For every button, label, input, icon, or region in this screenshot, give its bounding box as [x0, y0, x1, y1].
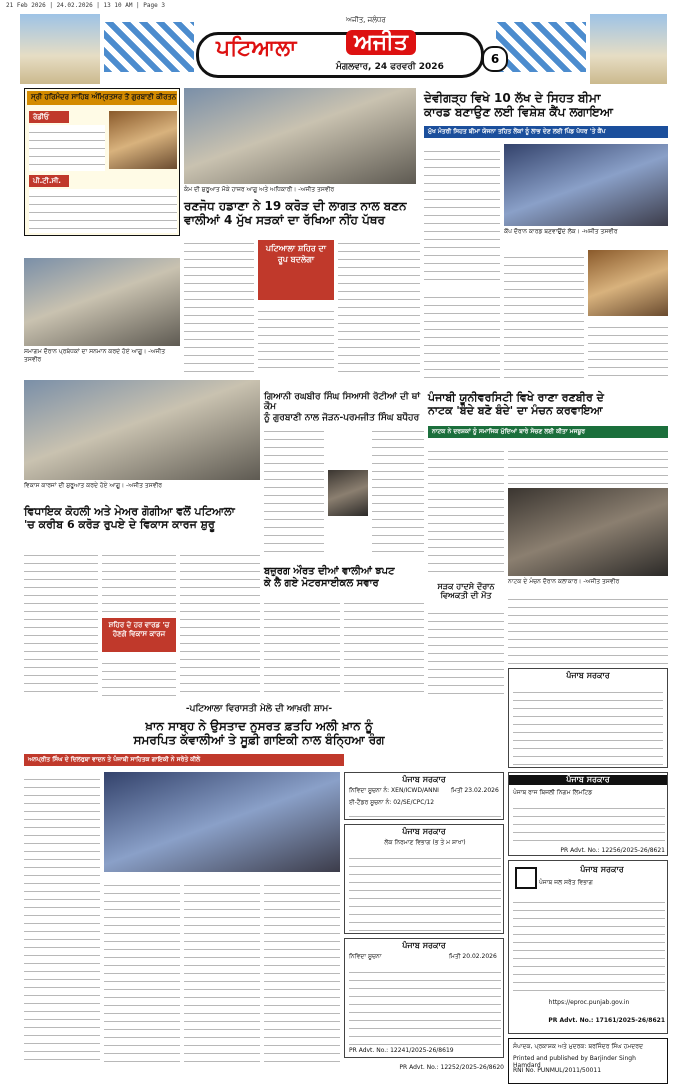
development-photo — [24, 380, 260, 480]
insurance-headline-line2: ਕਾਰਡ ਬਣਾਉਣ ਲਈ ਵਿਸ਼ੇਸ਼ ਕੈਂਪ ਲਗਾਇਆ — [424, 104, 613, 119]
masthead-pattern-left — [104, 22, 194, 72]
ad4-footer: PR Advt. No.: 12252/2025-26/8620 — [399, 1064, 504, 1071]
masthead-city: ਪਟਿਆਲਾ — [216, 36, 297, 61]
ad1-date: ਮਿਤੀ 23.02.2026 — [451, 787, 499, 794]
snatch-col-2 — [344, 596, 424, 696]
radio-label: ਰੇਡੀਓ — [29, 111, 69, 123]
heritage-headline-line2: ਸਮਰਪਿਤ ਕੱਵਾਲੀਆਂ ਤੇ ਸੂਫ਼ੀ ਗਾਇਕੀ ਨਾਲ ਬੰਨ੍ਹਿਆ ਰੰਗ — [133, 732, 385, 747]
roads-headline-line1: ਰਣਜੋਧ ਹਡਾਣਾ ਨੇ 19 ਕਰੋੜ ਦੀ ਲਾਗਤ ਨਾਲ ਬਣਨ — [184, 199, 407, 213]
radio-schedule-text — [29, 125, 105, 171]
ad5-title: ਪੰਜਾਬ ਰਾਜ ਬਿਜਲੀ ਨਿਗਮ ਲਿਮਟਿਡ — [513, 789, 593, 796]
heritage-col-3 — [184, 878, 260, 1062]
insurance-col-2 — [424, 290, 500, 382]
university-headline-line2: ਨਾਟਕ 'ਬੰਦੇ ਬਣੋ ਬੰਦੇ' ਦਾ ਮੰਚਨ ਕਰਵਾਇਆ — [428, 403, 603, 417]
ad5-body — [513, 801, 665, 845]
insurance-photo-caption: ਕੈਂਪ ਦੌਰਾਨ ਕਾਰਡ ਬਣਵਾਉਂਦੇ ਲੋਕ। -ਅਜੀਤ ਤਸਵੀਰ — [504, 228, 618, 235]
ad3-body — [349, 851, 501, 931]
ad4-header: ਪੰਜਾਬ ਸਰਕਾਰ — [402, 941, 446, 950]
insurance-col-1 — [424, 144, 500, 284]
roads-headline — [184, 200, 420, 228]
ad6-body — [513, 895, 665, 995]
ad3-sub: ਲੋਕ ਨਿਰਮਾਣ ਵਿਭਾਗ (ਭ ਤੇ ਮ ਸ਼ਾਖਾ) — [384, 839, 466, 846]
university-photo — [508, 488, 668, 576]
heritage-col-2 — [104, 878, 180, 1062]
masthead-photo-left — [20, 14, 100, 84]
ad1-ref: ਨਿਵਿਦਾ ਸੂਚਨਾ ਨੰ: XEN/ICWD/ANNI — [349, 787, 439, 794]
golden-temple-photo — [109, 111, 177, 169]
masthead-date: ਮੰਗਲਵਾਰ, 24 ਫਰਵਰੀ 2026 — [336, 62, 444, 72]
ad4-title: ਨਿਵਿਦਾ ਸੂਚਨਾ — [349, 953, 382, 960]
ad6-url[interactable]: https://eproc.punjab.gov.in — [548, 999, 630, 1006]
insurance-col-3 — [504, 250, 584, 382]
ad4-body — [349, 965, 501, 1045]
ad6-emblem-icon — [515, 867, 537, 889]
ad-government-1 — [508, 668, 668, 768]
ad-government-6 — [508, 860, 668, 1034]
roads-col-3 — [338, 236, 420, 372]
ad1-body — [513, 685, 663, 765]
university-headline — [428, 392, 672, 417]
heritage-band: ਅਨਪ੍ਰੀਤ ਸਿੰਘ ਦੇ ਦਿਲਰੁਬਾ ਵਾਦਨ ਤੇ ਪੰਜਾਬੀ ਸਾਹਿਤਕ ਗਾਇਕੀ ਨੇ ਸਰੋਤੇ ਕੀਲੇ — [24, 754, 344, 766]
snatch-headline-line2: ਕੇ ਲੈ ਗਏ ਮੋਟਰਸਾਈਕਲ ਸਵਾਰ — [264, 577, 379, 589]
accident-col — [428, 606, 504, 696]
ad5-footer: PR Advt. No.: 12256/2025-26/8621 — [560, 847, 665, 854]
university-col-2 — [508, 444, 668, 484]
ad-government-4 — [344, 938, 504, 1058]
accident-headline — [428, 582, 504, 600]
kohli-headline — [24, 506, 260, 531]
print-strip: 21 Feb 2026 | 24.02.2026 | 13 10 AM | Page 3 — [6, 2, 165, 9]
event-photo-left — [24, 258, 180, 346]
ad3-header: ਪੰਜਾਬ ਸਰਕਾਰ — [402, 827, 446, 836]
ad2-body — [349, 809, 501, 819]
ad6-header: ਪੰਜਾਬ ਸਰਕਾਰ — [580, 865, 624, 874]
imprint-line3: RNI No. PUNMUL/2011/50011 — [513, 1067, 602, 1074]
roads-photo-caption: ਕੰਮ ਦੀ ਸ਼ੁਰੂਆਤ ਮੌਕੇ ਹਾਜ਼ਰ ਆਗੂ ਅਤੇ ਅਧਿਕਾਰੀ। -ਅਜੀਤ ਤਸਵੀਰ — [184, 186, 335, 193]
snatch-col-1 — [264, 596, 340, 696]
kohli-headline-line1: ਵਿਧਾਇਕ ਕੋਹਲੀ ਅਤੇ ਮੇਅਰ ਗੋਗੀਆ ਵਲੋਂ ਪਟਿਆਲਾ — [24, 505, 235, 518]
gurbani-story-col-2 — [372, 424, 424, 554]
roads-col-2 — [258, 304, 334, 372]
insurance-photo-2 — [588, 250, 668, 316]
roads-pull-quote: ਪਟਿਆਲਾ ਸ਼ਹਿਰ ਦਾ ਰੂਪ ਬਦਲੇਗਾ — [258, 240, 334, 300]
snatch-headline — [264, 566, 424, 589]
roads-col-1 — [184, 236, 254, 372]
ad-government-3 — [344, 824, 504, 934]
ad-government-5 — [508, 772, 668, 856]
kohli-col-1 — [24, 548, 98, 696]
tv-label: ਪੀ.ਟੀ.ਸੀ. — [29, 175, 69, 187]
masthead-edition: ਅਜੀਤ, ਜਲੰਧਰ — [346, 16, 386, 24]
masthead — [20, 14, 667, 84]
page-number: 6 — [482, 46, 508, 72]
gurbani-story-headline-line1: ਗਿਆਨੀ ਰਘਬੀਰ ਸਿੰਘ ਸਿਆਸੀ ਰੋਟੀਆਂ ਦੀ ਥਾਂ ਕੌਮ — [264, 392, 421, 413]
insurance-headline-line1: ਦੇਵੀਗੜ੍ਹ ਵਿਖੇ 10 ਲੱਖ ਦੇ ਸਿਹਤ ਬੀਮਾ — [424, 91, 601, 105]
roads-headline-line2: ਵਾਲੀਆਂ 4 ਮੁੱਖ ਸੜਕਾਂ ਦਾ ਰੱਖਿਆ ਨੀਂਹ ਪੱਥਰ — [184, 212, 385, 227]
gurbani-header: ਸ੍ਰੀ ਹਰਿਮੰਦਰ ਸਾਹਿਬ ਅੰਮ੍ਰਿਤਸਰ ਤੋਂ ਗੁਰਬਾਣੀ ਕੀਰਤਨ — [27, 91, 177, 105]
imprint-box — [508, 1038, 668, 1084]
imprint-line2: Printed and published by Barjinder Singh Hamdard — [513, 1055, 636, 1069]
masthead-photo-right — [590, 14, 667, 84]
ad-government-2 — [344, 772, 504, 820]
ad2-ref: ਈ-ਟੈਂਡਰ ਸੂਚਨਾ ਨੰ: 02/SE/CPC/12 — [349, 799, 435, 806]
kohli-col-2a — [102, 548, 176, 614]
university-col-1 — [428, 444, 504, 572]
kohli-col-2b — [102, 656, 176, 696]
university-col-3 — [508, 592, 668, 664]
ad6-footer: PR Advt. No.: 17161/2025-26/8621 — [548, 1017, 665, 1024]
kohli-headline-line2: 'ਚ ਕਰੀਬ 6 ਕਰੋੜ ਰੁਪਏ ਦੇ ਵਿਕਾਸ ਕਾਰਜ ਸ਼ੁਰੂ — [24, 517, 215, 531]
accident-headline-line2: ਵਿਅਕਤੀ ਦੀ ਮੌਤ — [440, 591, 492, 601]
ad1-header: ਪੰਜਾਬ ਸਰਕਾਰ — [566, 671, 610, 680]
university-headline-line1: ਪੰਜਾਬੀ ਯੂਨੀਵਰਸਿਟੀ ਵਿਖੇ ਰਾਣਾ ਰਣਬੀਰ ਦੇ — [428, 391, 604, 404]
roads-photo — [184, 88, 416, 184]
gurbani-portrait — [328, 470, 368, 516]
insurance-photo — [504, 144, 668, 226]
insurance-headline — [424, 92, 674, 120]
ad5-header: ਪੰਜਾਬ ਸਰਕਾਰ — [509, 775, 667, 785]
event-photo-left-caption: ਸਮਾਗਮ ਦੌਰਾਨ ਪ੍ਰਬੰਧਕਾਂ ਦਾ ਸਨਮਾਨ ਕਰਦੇ ਹੋਏ ਆਗੂ। -ਅਜੀਤ ਤਸਵੀਰ — [24, 348, 166, 363]
kohli-pull-quote: ਸ਼ਹਿਰ ਦੇ ਹਰ ਵਾਰਡ 'ਚ ਹੋਣਗੇ ਵਿਕਾਸ ਕਾਰਜ — [102, 618, 176, 652]
kohli-col-3 — [180, 548, 260, 696]
development-photo-caption: ਵਿਕਾਸ ਕਾਰਜਾਂ ਦੀ ਸ਼ੁਰੂਆਤ ਕਰਦੇ ਹੋਏ ਆਗੂ। -ਅਜੀਤ ਤਸਵੀਰ — [24, 482, 162, 489]
snatch-headline-line1: ਬਜ਼ੁਰਗ ਔਰਤ ਦੀਆਂ ਵਾਲੀਆਂ ਝਪਟ — [264, 566, 395, 577]
ad3-date: ਮਿਤੀ 20.02.2026 — [449, 953, 497, 960]
university-band: ਨਾਟਕ ਨੇ ਦਰਸ਼ਕਾਂ ਨੂੰ ਸਮਾਜਿਕ ਮੁੱਦਿਆਂ ਬਾਰੇ ਸੋਚਣ ਲਈ ਕੀਤਾ ਮਜਬੂਰ — [428, 426, 668, 438]
heritage-kicker: -ਪਟਿਆਲਾ ਵਿਰਾਸਤੀ ਮੇਲੇ ਦੀ ਆਖ਼ਰੀ ਸ਼ਾਮ- — [185, 704, 333, 714]
university-photo-caption: ਨਾਟਕ ਦੇ ਮੰਚਨ ਦੌਰਾਨ ਕਲਾਕਾਰ। -ਅਜੀਤ ਤਸਵੀਰ — [508, 578, 620, 585]
heritage-col-4 — [264, 878, 340, 1062]
imprint-line1: ਸੰਪਾਦਕ, ਪ੍ਰਕਾਸ਼ਕ ਅਤੇ ਮੁਦਰਕ: ਬਰਜਿੰਦਰ ਸਿੰਘ ਹਮਦਰਦ — [513, 1043, 643, 1050]
heritage-photo — [104, 772, 340, 872]
ad2-header: ਪੰਜਾਬ ਸਰਕਾਰ — [402, 775, 446, 784]
masthead-logo — [196, 16, 500, 80]
insurance-col-4 — [588, 320, 668, 382]
gurbani-story-headline — [264, 392, 424, 423]
ad6-title: ਪੰਜਾਬ ਜਲ ਸਰੋਤ ਵਿਭਾਗ — [539, 879, 593, 886]
gurbani-story-headline-line2: ਨੂੰ ਗੁਰਬਾਣੀ ਨਾਲ ਜੋੜਨ-ਪਰਮਜੀਤ ਸਿੰਘ ਬਧੌਹਰ — [264, 412, 420, 423]
accident-headline-line1: ਸੜਕ ਹਾਦਸੇ ਦੌਰਾਨ — [437, 582, 495, 591]
heritage-col-1 — [24, 772, 100, 1062]
heritage-headline-line1: ਖ਼ਾਨ ਸਾਬ੍ਹ ਨੇ ਉਸਤਾਦ ਨੁਸਰਤ ਫ਼ਤਹਿ ਅਲੀ ਖ਼ਾਨ ਨੂੰ — [145, 719, 373, 733]
gurbani-story-col-1 — [264, 424, 324, 554]
masthead-pattern-right — [496, 22, 586, 72]
gurbani-schedule-box — [24, 88, 180, 236]
tv-schedule-text — [29, 189, 177, 233]
masthead-paper-name: ਅਜੀਤ — [346, 30, 416, 55]
insurance-band: ਮੁੱਖ ਮੰਤਰੀ ਸਿਹਤ ਬੀਮਾ ਯੋਜਨਾ ਤਹਿਤ ਲੋਕਾਂ ਨੂੰ ਲਾਭ ਦੇਣ ਲਈ ਪਿੰਡ ਪੱਧਰ 'ਤੇ ਕੈਂਪ — [424, 126, 668, 138]
ad3-footer: PR Advt. No.: 12241/2025-26/8619 — [349, 1047, 454, 1054]
heritage-headline — [24, 720, 494, 748]
